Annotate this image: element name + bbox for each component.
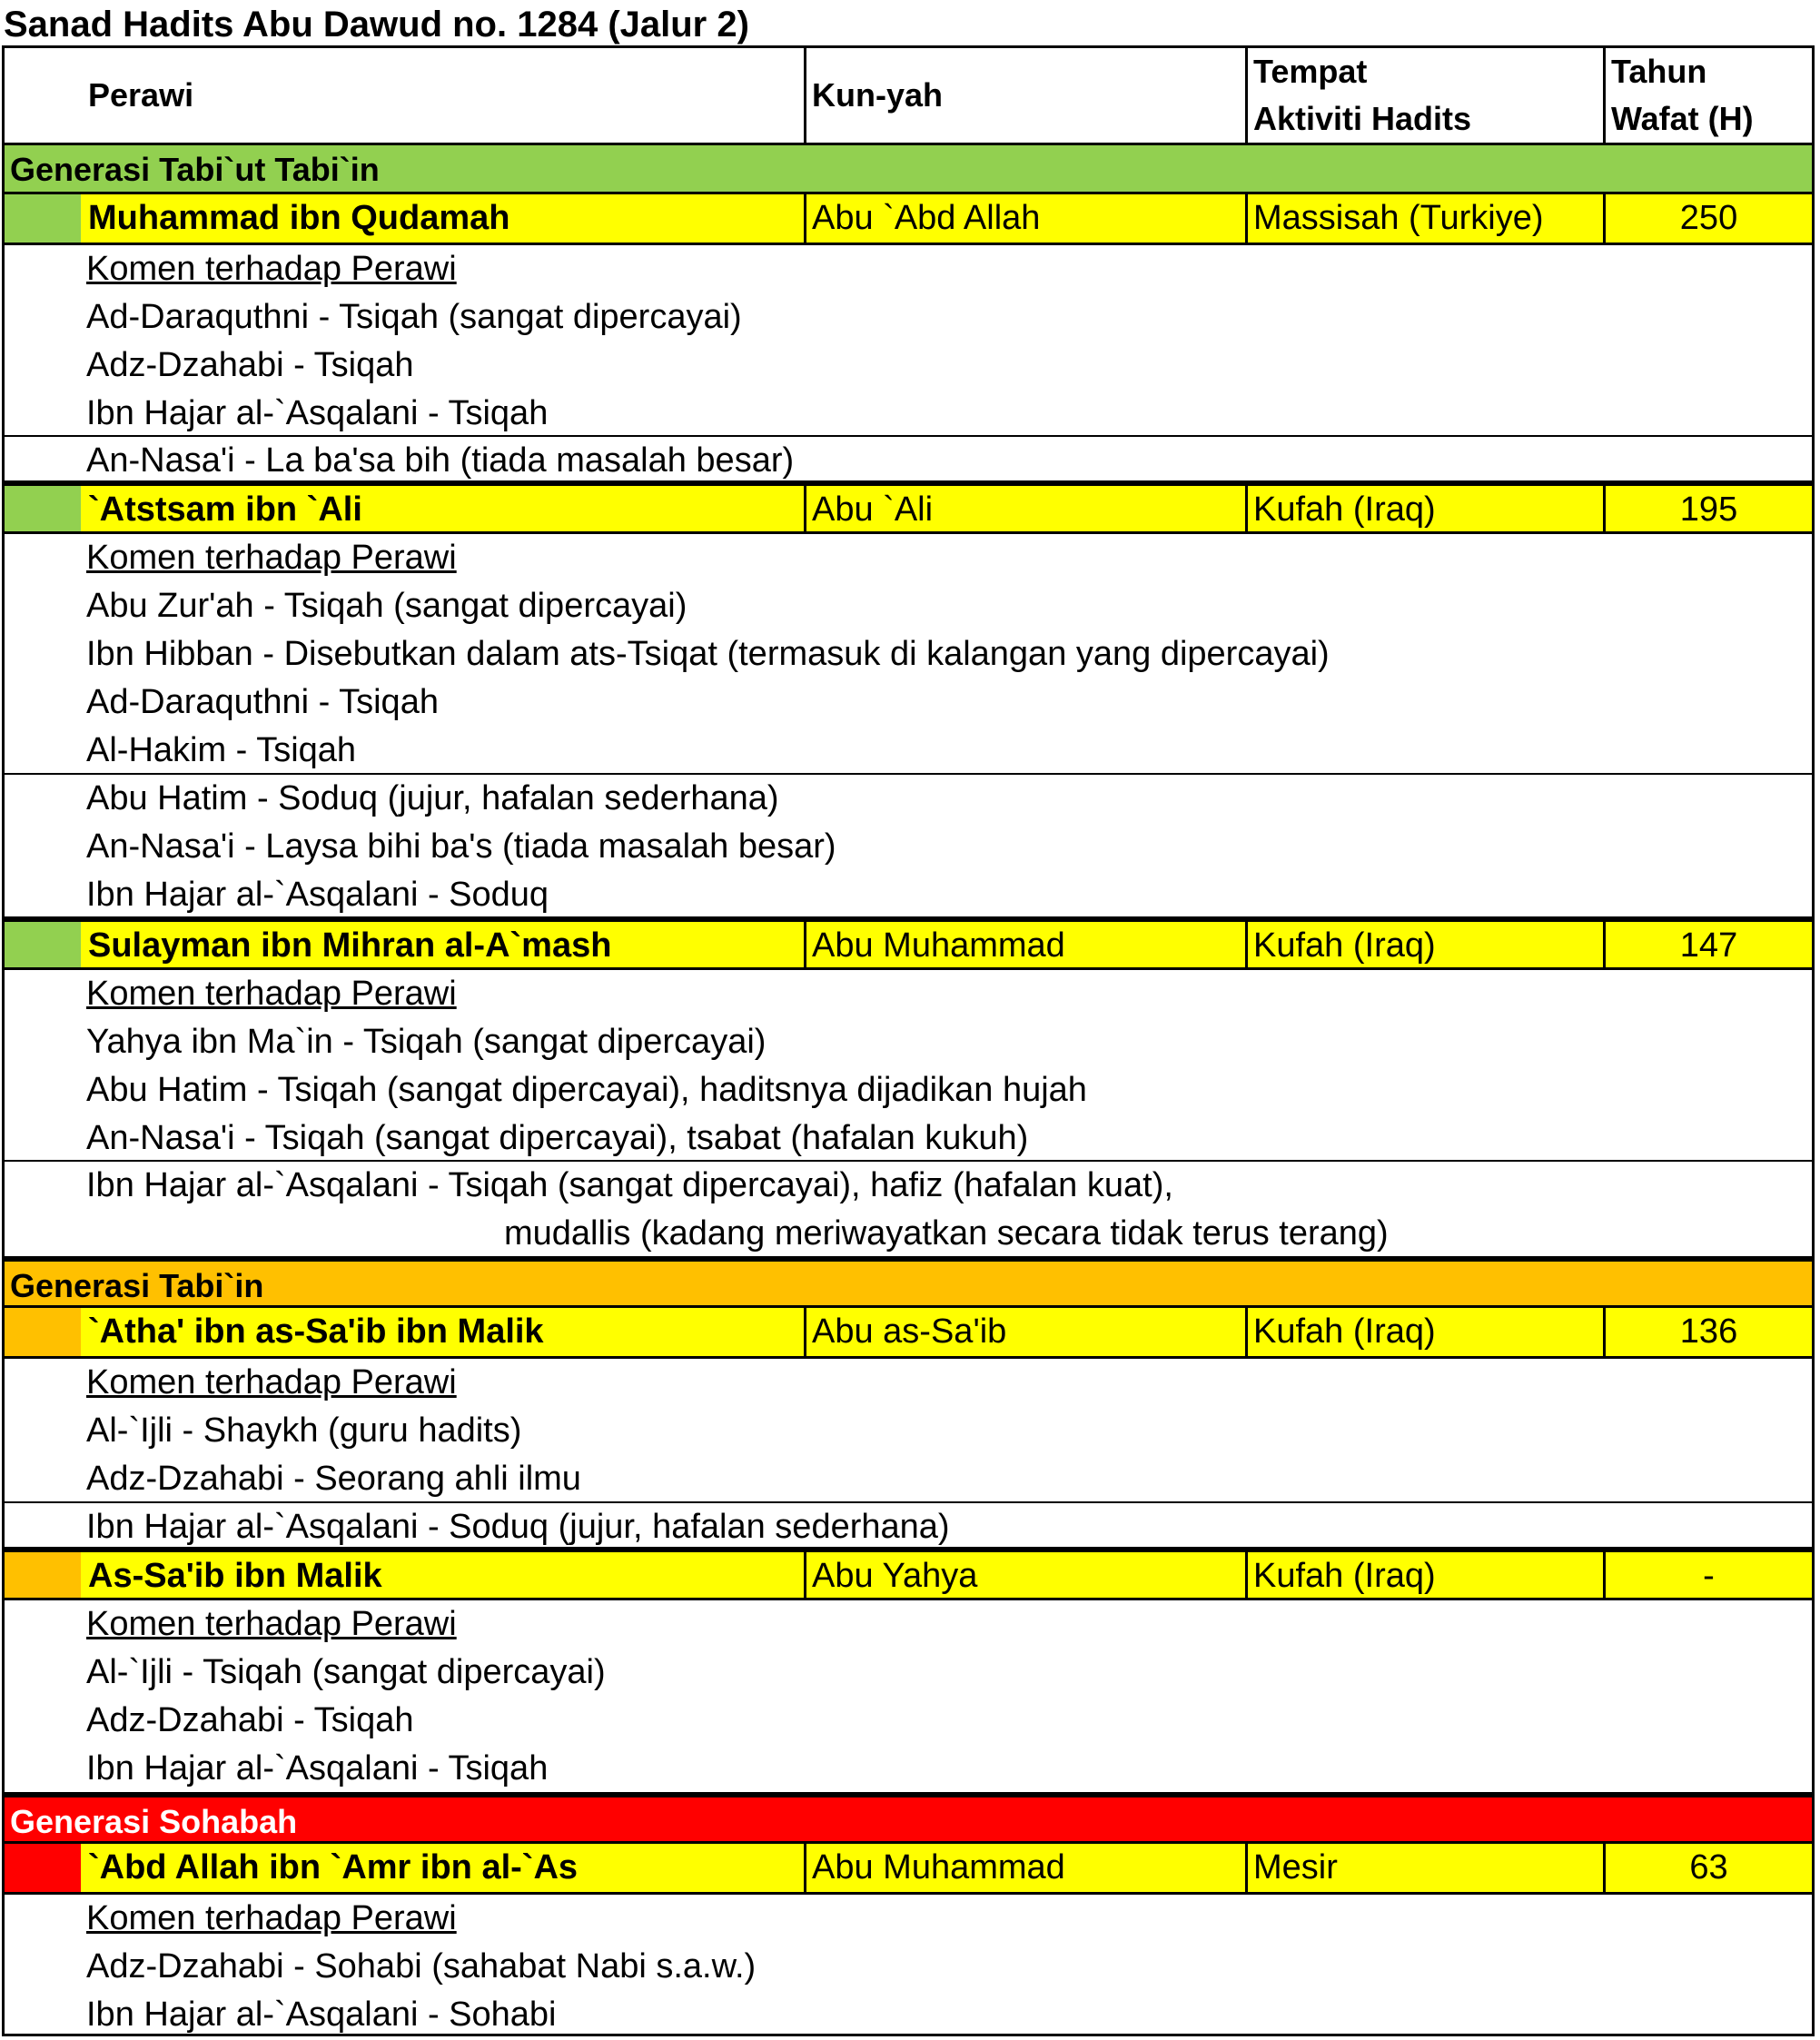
narrator-kunyah: Abu as-Sa'ib bbox=[804, 1308, 1245, 1356]
narrator-kunyah: Abu Yahya bbox=[804, 1552, 1245, 1598]
comment-line: Ibn Hajar al-`Asqalani - Tsiqah (sangat dipercayai), hafiz (hafalan kuat), bbox=[86, 1166, 1173, 1204]
narrator-kunyah: Abu `Ali bbox=[804, 486, 1245, 531]
generation-marker bbox=[5, 922, 81, 967]
narrator-tempat: Kufah (Iraq) bbox=[1245, 922, 1603, 967]
narrator-wafat: 147 bbox=[1603, 922, 1812, 967]
generation-marker bbox=[5, 1844, 81, 1892]
narrator-kunyah: Abu Muhammad bbox=[804, 922, 1245, 967]
comment-block bbox=[5, 1892, 1812, 2034]
comment-line: mudallis (kadang meriwayatkan secara tidak terus terang) bbox=[504, 1214, 1389, 1253]
comment-block bbox=[5, 1501, 1812, 1547]
header-tempat-line2: Aktiviti Hadits bbox=[1253, 100, 1472, 137]
comment-line: Ibn Hajar al-`Asqalani - Soduq (jujur, hafalan sederhana) bbox=[86, 1508, 950, 1546]
narrator-tempat: Kufah (Iraq) bbox=[1245, 1552, 1603, 1598]
narrator-kunyah: Abu Muhammad bbox=[804, 1844, 1245, 1892]
generation-label: Generasi Tabi`ut Tabi`in bbox=[10, 151, 380, 188]
comment-line: Abu Hatim - Soduq (jujur, hafalan sederhana) bbox=[86, 779, 779, 817]
narrator-name: Muhammad ibn Qudamah bbox=[81, 194, 804, 243]
page-title: Sanad Hadits Abu Dawud no. 1284 (Jalur 2) bbox=[4, 5, 749, 45]
comment-line: Al-`Ijli - Tsiqah (sangat dipercayai) bbox=[86, 1653, 606, 1691]
comment-block bbox=[5, 1160, 1812, 1256]
narrator-row bbox=[5, 1547, 1812, 1598]
sanad-table bbox=[2, 45, 1815, 2036]
comment-heading: Komen terhadap Perawi bbox=[86, 1605, 457, 1643]
narrator-name: `Abd Allah ibn `Amr ibn al-`As bbox=[81, 1844, 804, 1892]
comment-line: Ibn Hibban - Disebutkan dalam ats-Tsiqat (termasuk di kalangan yang dipercayai) bbox=[86, 635, 1330, 673]
generation-marker bbox=[5, 1308, 81, 1356]
narrator-row bbox=[5, 1841, 1812, 1892]
comment-line: Al-Hakim - Tsiqah bbox=[86, 731, 357, 769]
generation-row bbox=[5, 1256, 1812, 1305]
comment-line: Yahya ibn Ma`in - Tsiqah (sangat dipercayai) bbox=[86, 1023, 767, 1061]
comment-line: Ibn Hajar al-`Asqalani - Tsiqah bbox=[86, 394, 549, 432]
narrator-name: `Atstsam ibn `Ali bbox=[81, 486, 804, 531]
header-tahun-line1: Tahun bbox=[1611, 53, 1707, 90]
comment-line: Ibn Hajar al-`Asqalani - Sohabi bbox=[86, 1995, 557, 2034]
comment-line: Adz-Dzahabi - Tsiqah bbox=[86, 1701, 414, 1739]
comment-line: An-Nasa'i - La ba'sa bih (tiada masalah besar) bbox=[86, 441, 795, 480]
comment-block bbox=[5, 967, 1812, 1160]
table-header bbox=[5, 48, 1812, 143]
header-kunyah-label: Kun-yah bbox=[812, 76, 943, 114]
comment-line: Ad-Daraquthni - Tsiqah (sangat dipercayai) bbox=[86, 298, 742, 336]
narrator-tempat: Kufah (Iraq) bbox=[1245, 486, 1603, 531]
narrator-tempat: Kufah (Iraq) bbox=[1245, 1308, 1603, 1356]
comment-line: Adz-Dzahabi - Sohabi (sahabat Nabi s.a.w.) bbox=[86, 1947, 757, 1986]
comment-heading: Komen terhadap Perawi bbox=[86, 975, 457, 1013]
narrator-kunyah: Abu `Abd Allah bbox=[804, 194, 1245, 243]
narrator-wafat: 250 bbox=[1603, 194, 1812, 243]
generation-marker bbox=[5, 194, 81, 243]
generation-marker bbox=[5, 1552, 81, 1598]
comment-line: An-Nasa'i - Laysa bihi ba's (tiada masalah besar) bbox=[86, 827, 836, 866]
comment-heading: Komen terhadap Perawi bbox=[86, 539, 457, 577]
comment-line: Al-`Ijli - Shaykh (guru hadits) bbox=[86, 1411, 522, 1450]
header-tahun bbox=[1603, 48, 1812, 143]
comment-block bbox=[5, 435, 1812, 480]
narrator-wafat: - bbox=[1603, 1552, 1812, 1598]
comment-block bbox=[5, 1598, 1812, 1792]
comment-line: Abu Zur'ah - Tsiqah (sangat dipercayai) bbox=[86, 587, 687, 625]
comment-line: Adz-Dzahabi - Seorang ahli ilmu bbox=[86, 1460, 581, 1498]
header-tahun-line2: Wafat (H) bbox=[1611, 100, 1754, 137]
comment-line: Ad-Daraquthni - Tsiqah bbox=[86, 683, 439, 721]
narrator-name: As-Sa'ib ibn Malik bbox=[81, 1552, 804, 1598]
comment-line: Ibn Hajar al-`Asqalani - Soduq bbox=[86, 876, 549, 914]
comment-block bbox=[5, 243, 1812, 435]
narrator-wafat: 136 bbox=[1603, 1308, 1812, 1356]
comment-block bbox=[5, 773, 1812, 916]
comment-block bbox=[5, 1356, 1812, 1501]
narrator-name: Sulayman ibn Mihran al-A`mash bbox=[81, 922, 804, 967]
generation-row bbox=[5, 143, 1812, 192]
narrator-row bbox=[5, 480, 1812, 531]
comment-line: Ibn Hajar al-`Asqalani - Tsiqah bbox=[86, 1749, 549, 1787]
narrator-row bbox=[5, 1305, 1812, 1356]
comment-heading: Komen terhadap Perawi bbox=[86, 1363, 457, 1401]
comment-line: An-Nasa'i - Tsiqah (sangat dipercayai), tsabat (hafalan kukuh) bbox=[86, 1119, 1029, 1157]
generation-label: Generasi Tabi`in bbox=[10, 1267, 264, 1304]
header-kunyah bbox=[804, 48, 1245, 143]
narrator-tempat: Massisah (Turkiye) bbox=[1245, 194, 1603, 243]
narrator-name: `Atha' ibn as-Sa'ib ibn Malik bbox=[81, 1308, 804, 1356]
narrator-wafat: 195 bbox=[1603, 486, 1812, 531]
narrator-row bbox=[5, 916, 1812, 967]
generation-row bbox=[5, 1792, 1812, 1841]
header-tempat-line1: Tempat bbox=[1253, 53, 1368, 90]
comment-line: Abu Hatim - Tsiqah (sangat dipercayai), haditsnya dijadikan hujah bbox=[86, 1071, 1087, 1109]
header-tempat bbox=[1245, 48, 1603, 143]
comment-heading: Komen terhadap Perawi bbox=[86, 250, 457, 288]
header-perawi bbox=[83, 48, 804, 143]
comment-line: Adz-Dzahabi - Tsiqah bbox=[86, 346, 414, 384]
comment-heading: Komen terhadap Perawi bbox=[86, 1899, 457, 1937]
generation-label: Generasi Sohabah bbox=[10, 1803, 298, 1840]
narrator-wafat: 63 bbox=[1603, 1844, 1812, 1892]
comment-block bbox=[5, 531, 1812, 773]
narrator-tempat: Mesir bbox=[1245, 1844, 1603, 1892]
generation-marker bbox=[5, 486, 81, 531]
header-perawi-label: Perawi bbox=[88, 76, 194, 114]
narrator-row bbox=[5, 192, 1812, 243]
